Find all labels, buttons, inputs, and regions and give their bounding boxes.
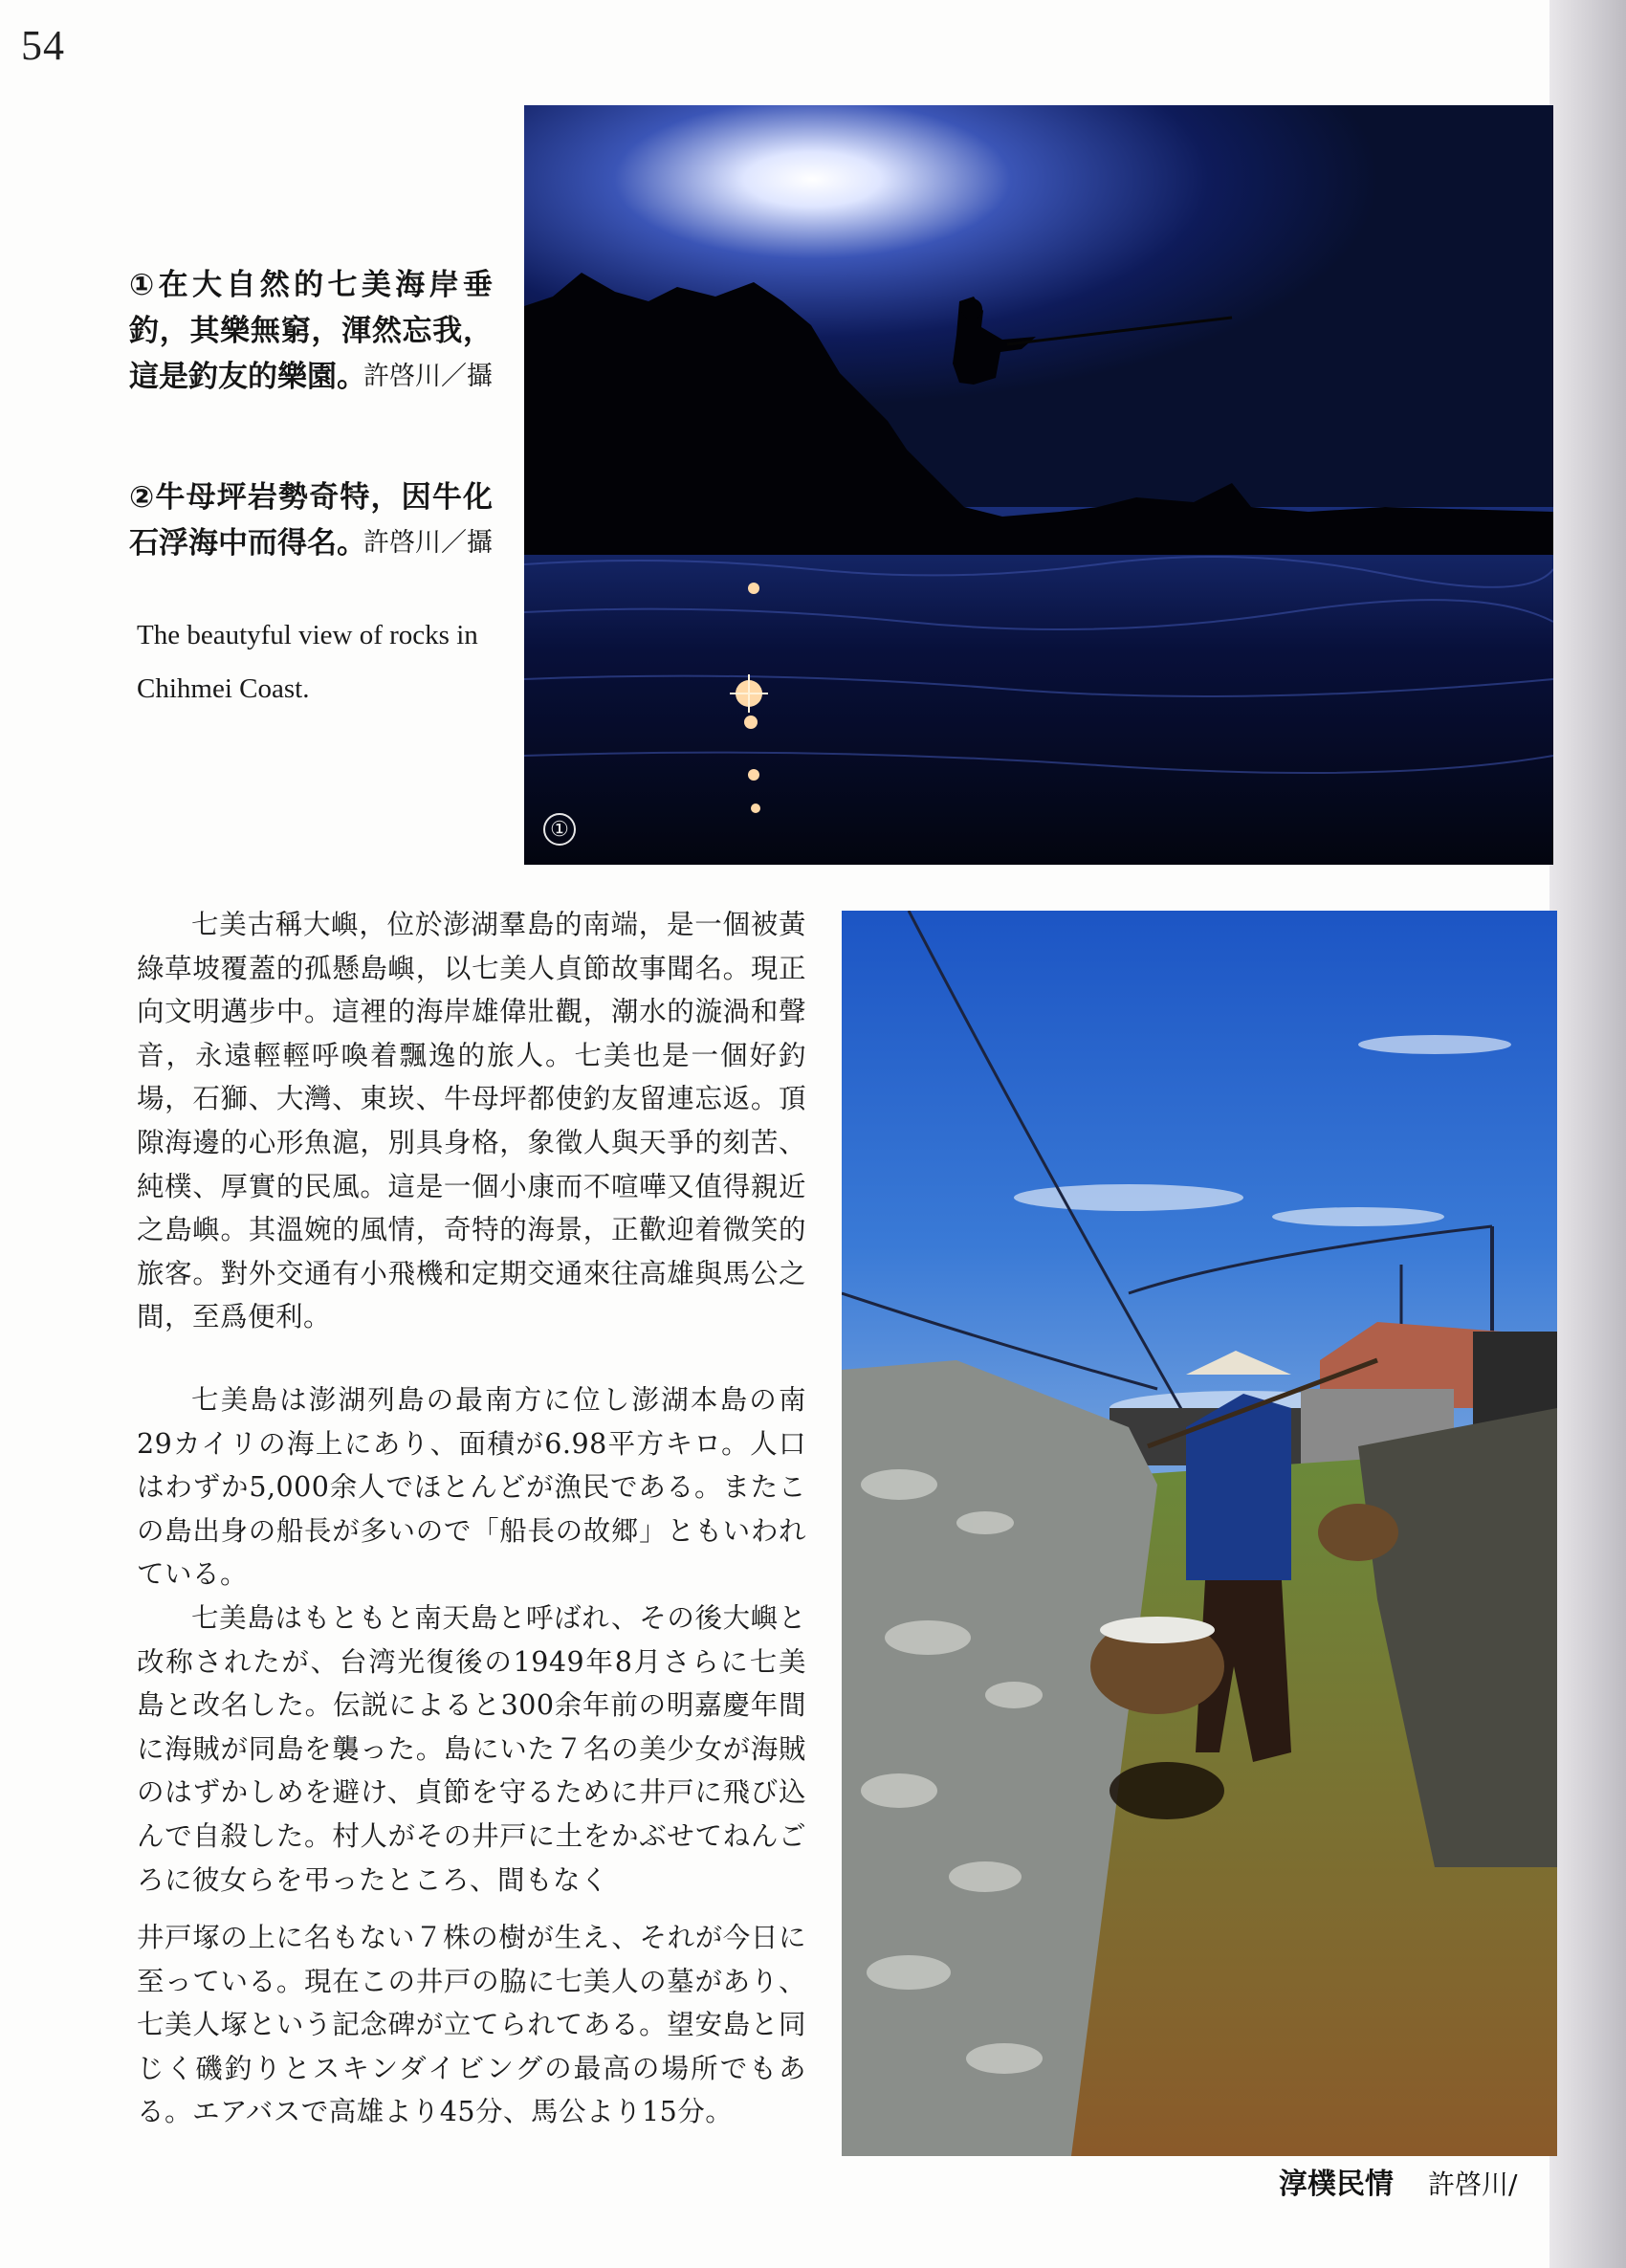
binding-shadow <box>1549 0 1626 2268</box>
article-japanese-paragraph-2: 七美島はもともと南天島と呼ばれ、その後大嶼と改称されたが、台湾光復後の1949年8月さらに七美島と改名した。伝説によると300余年前の明嘉慶年間に海賊が同島を襲った。島にいた７名の美少女が海賊のはずかしめを避け、貞節を守るために井戸に飛び込んで自殺した。村人がその井戸に土をかぶせてねんごろに彼女らを弔ったところ、間もなく <box>137 1601 806 1896</box>
caption-photo2-text: ②牛母坪岩勢奇特，因牛化石浮海中而得名。 <box>129 480 493 561</box>
photo-number-badge: ① <box>543 813 576 846</box>
article-japanese-paragraph-1: 七美島は澎湖列島の最南方に位し澎湖本島の南29カイリの海上にあり、面積が6.98平方キロ。人口はわずか5,000余人でほとんどが漁民である。またこの島出身の船長が多いので「船長の故郷」ともいわれている。 <box>137 1384 806 1591</box>
photo-villager-image <box>842 911 1557 2156</box>
caption-photo3 <box>1279 2160 1566 2202</box>
photo-fisherman-sunset <box>524 105 1553 865</box>
caption-photo2-credit: 許啓川／攝 <box>363 528 493 558</box>
photo-villager-baskets <box>842 911 1557 2156</box>
caption-photo3-credit: 許啓川/ <box>1428 2169 1518 2200</box>
caption-photo1-credit: 許啓川／攝 <box>363 362 493 391</box>
article-chinese-paragraph: 七美古稱大嶼，位於澎湖羣島的南端，是一個被黃綠草坡覆蓋的孤懸島嶼，以七美人貞節故事聞名。現正向文明邁步中。這裡的海岸雄偉壯觀，潮水的漩渦和聲音，永遠輕輕呼喚着飄逸的旅人。七美也是一個好釣場，石獅、大灣、東崁、牛母坪都使釣友留連忘返。頂隙海邊的心形魚滬，別具身格，象徵人與天爭的刻苦、純樸、厚實的民風。這是一個小康而不喧嘩又值得親近之島嶼。其溫婉的風情，奇特的海景，正歡迎着微笑的旅客。對外交通有小飛機和定期交通來往高雄與馬公之間，至爲便利。 <box>137 909 806 1333</box>
article-japanese-paragraph-3: 井戸塚の上に名もない７株の樹が生え、それが今日に至っている。現在この井戸の脇に七美人の墓があり、七美人塚という記念碑が立てられてある。望安島と同じく磯釣りとスキンダイビングの最高の場所でもある。エアバスで高雄より45分、馬公より15分。 <box>137 1922 806 2128</box>
caption-photo1-text: ①在大自然的七美海岸垂釣，其樂無窮，渾然忘我，這是釣友的樂園。 <box>129 268 493 394</box>
page-number: 54 <box>21 22 65 69</box>
article-japanese-continued <box>137 1916 806 2134</box>
photo-fisherman-image <box>524 105 1553 865</box>
caption-photo1 <box>129 262 493 400</box>
caption-photo3-title: 淳樸民情 <box>1279 2168 1394 2201</box>
caption-photo2 <box>129 474 493 566</box>
article-japanese <box>137 1378 806 1902</box>
article-chinese <box>137 903 806 1339</box>
caption-english: The beautyful view of rocks in Chihmei Coast. <box>137 620 478 704</box>
